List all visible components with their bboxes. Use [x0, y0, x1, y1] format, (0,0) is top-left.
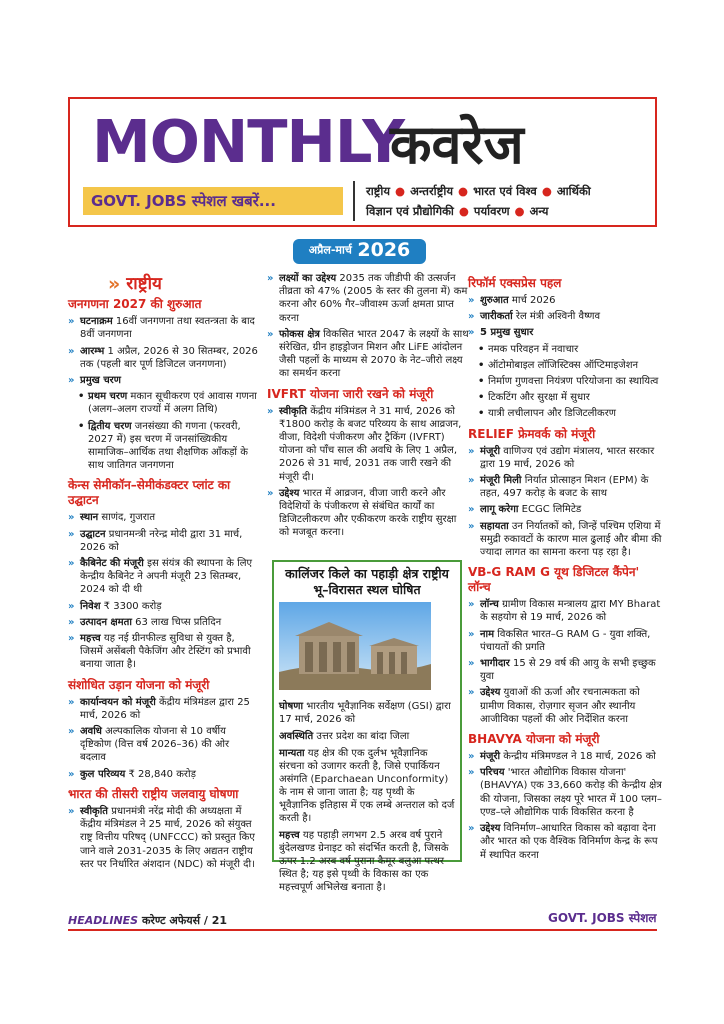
list-item: » नाम विकसित भारत–G RAM G - युवा शक्ति, पंचायतों की प्रगति	[468, 628, 651, 653]
category-environment: पर्यावरण	[473, 204, 510, 218]
list-item: » कैबिनेट की मंजूरी इस संयंत्र की स्थापना के लिए केन्द्रीय कैबिनेट ने अपनी मंजूरी 23 सितम्बर, 2024 को दी थी	[68, 558, 253, 596]
list-item: » शुरुआत मार्च 2026	[468, 295, 556, 306]
list-item: » उद्घाटन प्रधानमन्त्री नरेन्द्र मोदी द्वारा 31 मार्च, 2026 को	[68, 528, 243, 553]
sub-item: • द्वितीय चरण जनसंख्या की गणना (फरवरी, 2027 में) इस चरण में जनसांख्यिकीय सामाजिक–आर्थिक तथा शैक्षणिक आँकड़ों के साथ जातिगत जनगणना	[78, 420, 248, 472]
list-item: » मंजूरी केन्द्रीय मंत्रिमण्डल ने 18 मार्च, 2026 को	[468, 751, 656, 763]
category-science: विज्ञान एवं प्रौद्योगिकी	[366, 204, 454, 218]
bullet-arrow-icon: »	[68, 375, 75, 387]
bullet-arrow-icon: »	[468, 823, 475, 835]
bullet-arrow-icon: »	[68, 696, 75, 708]
bullet-arrow-icon: »	[68, 512, 75, 524]
sub-item: • ऑटोमोबाइल लॉजिस्टिक्स ऑप्टिमाइजेशन	[478, 359, 639, 371]
header-title-en: MONTHLY	[92, 107, 404, 176]
bullet-arrow-icon: »	[267, 273, 274, 284]
list-item: » अवधि अल्पकालिक योजना से 10 वर्षीय दृष्टिकोण (वित्त वर्ष 2026–36) की ओर बदलाव	[68, 726, 230, 764]
relief-title: RELIEF फ्रेमवर्क को मंजूरी	[468, 426, 596, 441]
category-economy: आर्थिकी	[556, 184, 591, 198]
bullet-arrow-icon: »	[468, 687, 475, 699]
reform-title: रिफॉर्म एक्सप्रेस पहल	[468, 276, 562, 290]
bullet-dot-icon: •	[478, 343, 485, 355]
list-item: » उद्देश्य भारत में आव्रजन, वीजा जारी करने और विदेशियों के पंजीकरण से संबंधित कार्यों का डिजिटलीकरण और एकीकरण करके राष्ट्रीय सुरक्षा को मजबूत करना।	[267, 487, 457, 539]
bullet-arrow-icon: »	[68, 805, 75, 817]
column-2	[267, 272, 469, 543]
bullet-arrow-icon: »	[468, 475, 475, 487]
list-item: » घटनाक्रम 16वीं जनगणना तथा स्वतन्त्रता के बाद 8वीं जनगणना	[68, 316, 255, 341]
bullet-dot-icon: •	[478, 392, 485, 404]
footer-divider	[68, 929, 657, 931]
list-item: » कुल परिव्यय ₹ 28,840 करोड़	[68, 768, 196, 780]
sub-item: • प्रथम चरण मकान सूचीकरण एवं आवास गणना (अलग–अलग राज्यों में अलग तिथि)	[78, 391, 257, 416]
bullet-arrow-icon: »	[468, 751, 475, 763]
bullet-arrow-icon: »	[267, 405, 274, 417]
bullet-arrow-icon: »	[468, 327, 475, 339]
bullet-arrow-icon: »	[68, 316, 75, 328]
dot-icon: ●	[395, 184, 406, 198]
footer-brand: HEADLINES	[68, 914, 139, 927]
list-item: » उद्देश्य युवाओं की ऊर्जा और रचनात्मकता को ग्रामीण विकास, रोज़गार सृजन और स्थानीय आजीविका पहलों की ओर निर्देशित करना	[468, 687, 640, 725]
category-other: अन्य	[529, 204, 549, 218]
vbg-title: VB-G RAM G यूथ डिजिटल कैंपेन' लॉन्च	[468, 565, 640, 595]
list-item: » परिचय 'भारत औद्योगिक विकास योजना' (BHAVYA) एक 33,660 करोड़ की केन्द्रीय क्षेत्र की योजना, जिसका लक्ष्य पूरे भारत में 100 प्लग–एण्ड–प्ले औद्योगिक पार्क विकसित करना है	[468, 767, 662, 818]
list-item: » महत्त्व यह नई ग्रीनफील्ड सुविधा से युक्त है, जिसमें असेंबली पैकेजिंग और टेस्टिंग को प्रभावी बनाया जाता है।	[68, 633, 251, 671]
list-item: » लॉन्च ग्रामीण विकास मन्त्रालय द्वारा MY Bharat के सहयोग से 19 मार्च, 2026 को	[468, 599, 661, 624]
bullet-arrow-icon: »	[267, 487, 274, 499]
column-1	[68, 273, 258, 874]
list-item: » लक्ष्यों का उद्देश्य 2035 तक जीडीपी की उत्सर्जन तीव्रता को 47% (2005 के स्तर की तुलना में) कम करना और 60% गैर–जीवाश्म ऊर्जा क्षमता प्राप्त करना	[267, 273, 468, 324]
chevron-right-icon: »	[108, 273, 121, 295]
sub-item: • नमक परिवहन में नवाचार	[478, 343, 579, 355]
date-banner-label: अप्रैल-मार्च	[308, 243, 352, 257]
feature-title: कालिंजर किले का पहाड़ी क्षेत्र राष्ट्रीय भू–विरासत स्थल घोषित	[285, 566, 449, 597]
monthly-header	[68, 97, 657, 227]
list-item: » कार्यान्वयन को मंजूरी केंद्रीय मंत्रिमंडल द्वारा 25 मार्च, 2026 को	[68, 696, 250, 721]
bullet-arrow-icon: »	[468, 767, 475, 779]
sub-item: • टिकटिंग और सुरक्षा में सुधार	[478, 392, 590, 404]
header-strip	[83, 187, 343, 215]
bullet-arrow-icon: »	[468, 445, 475, 457]
list-item: » मंजूरी मिली निर्यात प्रोत्साहन मिशन (EPM) के तहत, 497 करोड़ के बजट के साथ	[468, 475, 649, 500]
bullet-arrow-icon: »	[468, 520, 475, 532]
header-strip-text: GOVT. JOBS स्पेशल खबरें...	[91, 192, 276, 210]
feature-para: मान्यता यह क्षेत्र की एक दुर्लभ भूवैज्ञानिक संरचना को उजागर करती है, जिसे एपार्कियन असंगति (Eparchaean Unconformity) के नाम से जाना जाता है; यह पृथ्वी के भूवैज्ञानिक इतिहास में एक लम्बे अन्तराल को दर्ज करती है।	[279, 748, 455, 824]
footer-page-number: करेण्ट अफेयर्स / 21	[138, 914, 228, 927]
category-national: राष्ट्रीय	[366, 184, 391, 198]
dot-icon: ●	[541, 184, 552, 198]
category-international: अन्तर्राष्ट्रीय	[410, 184, 454, 198]
list-item: » जारीकर्ता रेल मंत्री अश्विनी वैष्णव	[468, 311, 601, 323]
bullet-arrow-icon: »	[468, 658, 475, 670]
fort-photo	[279, 602, 431, 690]
sub-item: • यात्री लचीलापन और डिजिटलीकरण	[478, 408, 617, 420]
list-item: » निवेश ₹ 3300 करोड़	[68, 600, 162, 612]
feature-para: अवस्थिति उत्तर प्रदेश का बांदा जिला	[279, 731, 410, 742]
bhavya-title: BHAVYA योजना को मंजूरी	[468, 732, 600, 747]
bullet-arrow-icon: »	[68, 345, 75, 357]
feature-box-kalinjar	[272, 560, 462, 893]
header-categories	[366, 181, 651, 221]
bullet-arrow-icon: »	[267, 328, 274, 340]
semicon-title: केन्स सेमीकॉन–सेमीकंडक्टर प्लांट का उद्घाटन	[68, 478, 231, 508]
list-item: » आरम्भ 1 अप्रैल, 2026 से 30 सितम्बर, 2026 तक (पहली बार पूर्ण डिजिटल जनगणना)	[68, 345, 258, 370]
bullet-dot-icon: •	[478, 408, 485, 420]
bullet-arrow-icon: »	[68, 600, 75, 612]
list-item: » प्रमुख चरण	[68, 375, 122, 387]
date-banner	[293, 239, 426, 264]
header-title-hi: कवरेज	[390, 113, 524, 176]
list-item: » 5 प्रमुख सुधार	[468, 327, 534, 339]
section-heading-text: राष्ट्रीय	[126, 274, 162, 294]
sub-item: • निर्माण गुणवत्ता नियंत्रण परियोजना का स्थायित्व	[478, 376, 659, 388]
bullet-arrow-icon: »	[68, 558, 75, 570]
list-item: » उत्पादन क्षमता 63 लाख चिप्स प्रतिदिन	[68, 616, 222, 628]
census-title: जनगणना 2027 की शुरुआत	[68, 297, 202, 312]
bullet-dot-icon: •	[478, 376, 485, 388]
ivfrt-title: IVFRT योजना जारी रखने को मंजूरी	[267, 386, 434, 401]
bullet-arrow-icon: »	[68, 616, 75, 628]
dot-icon: ●	[458, 204, 469, 218]
dot-icon: ●	[458, 184, 469, 198]
bullet-dot-icon: •	[78, 391, 85, 403]
feature-para: घोषणा भारतीय भूवैज्ञानिक सर्वेक्षण (GSI) द्वारा 17 मार्च, 2026 को	[279, 701, 451, 725]
bullet-arrow-icon: »	[468, 295, 475, 306]
climate-title: भारत की तीसरी राष्ट्रीय जलवायु घोषणा	[68, 786, 239, 801]
udan-title: संशोधित उड़ान योजना को मंजूरी	[68, 677, 210, 692]
feature-para: महत्त्व यह पहाड़ी लगभग 2.5 अरब वर्ष पुराने बुंदेलखण्ड ग्रेनाइट को संदर्भित करती है, जिसके ऊपर 1.2 अरब वर्ष पुराना कैमूर बलुआ पत्थर स्थित है; यह इसे पृथ्वी के विकास का एक महत्त्वपूर्ण अभिलेख बनाता है।	[279, 830, 449, 893]
bullet-dot-icon: •	[78, 420, 85, 432]
bullet-arrow-icon: »	[468, 628, 475, 640]
section-heading-national	[108, 273, 258, 295]
list-item: » लागू करेगा ECGC लिमिटेड	[468, 504, 582, 516]
list-item: » उद्देश्य विनिर्माण–आधारित विकास को बढ़ावा देना और भारत को एक वैश्विक विनिर्माण केन्द्र के रूप में स्थापित करना	[468, 823, 658, 861]
bullet-arrow-icon: »	[68, 633, 75, 645]
footer-label: GOVT. JOBS स्पेशल	[548, 911, 657, 925]
bullet-arrow-icon: »	[68, 528, 75, 540]
list-item: » स्थान साणंद, गुजरात	[68, 512, 156, 524]
bullet-arrow-icon: »	[68, 768, 75, 780]
list-item: » भागीदार 15 से 29 वर्ष की आयु के सभी इच्छुक युवा	[468, 658, 656, 683]
column-3	[468, 270, 662, 865]
list-item: » स्वीकृति केंद्रीय मंत्रिमंडल ने 31 मार्च, 2026 को ₹1800 करोड़ के बजट परिव्यय के साथ आव्रजन, वीजा, विदेशी पंजीकरण और ट्रैकिंग (IVFRT) योजना को पाँच साल की अवधि के लिए 1 अप्रैल, 2026 से 31 मार्च, 2031 तक जारी रखने की मंजूरी दी।	[267, 405, 462, 483]
bullet-dot-icon: •	[478, 359, 485, 371]
list-item: » मंजूरी वाणिज्य एवं उद्योग मंत्रालय, भारत सरकार द्वारा 19 मार्च, 2026 को	[468, 445, 655, 470]
header-separator	[353, 181, 355, 221]
bullet-arrow-icon: »	[68, 726, 75, 738]
date-banner-year: 2026	[357, 239, 411, 261]
footer-page-info	[68, 913, 227, 928]
bullet-arrow-icon: »	[468, 311, 475, 323]
dot-icon: ●	[514, 204, 525, 218]
category-india-world: भारत एवं विश्व	[473, 184, 537, 198]
list-item: » स्वीकृति प्रधानमंत्री नरेंद्र मोदी की अध्यक्षता में केंद्रीय मंत्रिमंडल ने 25 मार्च, 2026 को संयुक्त राष्ट्र वित्तीय परिषद् (UNFCCC) को प्रस्तुत किए जाने वाले 2031-2035 के लिए अद्यतन राष्ट्रीय स्तर पर निर्धारित अंशदान (NDC) को मंजूरी दी।	[68, 805, 255, 870]
bullet-arrow-icon: »	[468, 504, 475, 516]
list-item: » सहायता उन निर्यातकों को, जिन्हें पश्चिम एशिया में समुद्री रुकावटों के कारण माल ढुलाई और बीमा की ज्यादा लागत का सामना करना पड़ रहा है।	[468, 520, 662, 559]
list-item: » फोकस क्षेत्र विकसित भारत 2047 के लक्ष्यों के साथ संरेखित, ग्रीन हाइड्रोजन मिशन और LiFE आंदोलन जैसी पहलों के माध्यम से 2070 के नेट–जीरो लक्ष्य का समर्थन करना	[267, 328, 469, 380]
bullet-arrow-icon: »	[468, 599, 475, 611]
